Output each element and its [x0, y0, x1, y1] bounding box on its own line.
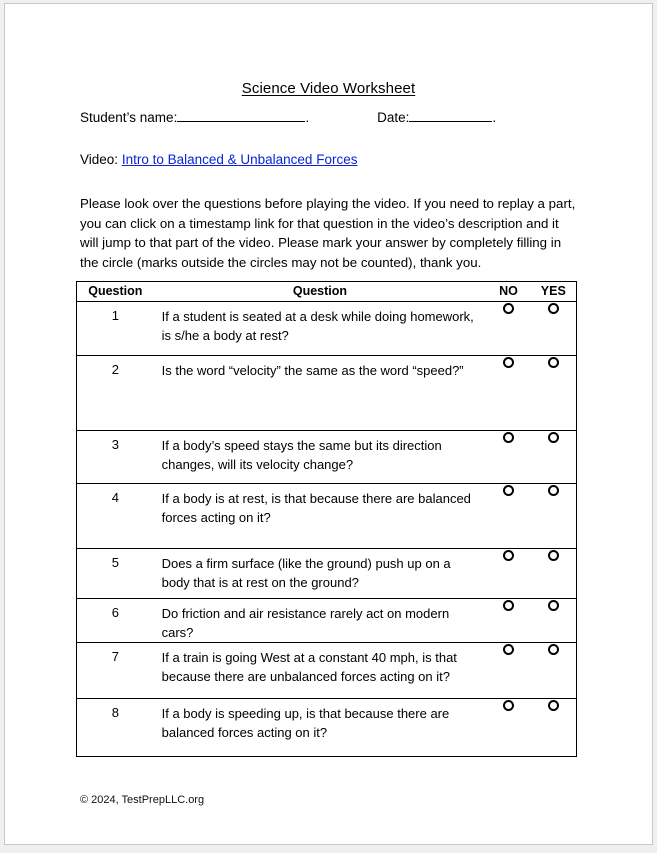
table-row	[77, 356, 577, 431]
video-label: Video:	[80, 152, 119, 167]
answer-yes-cell	[531, 484, 577, 549]
table-row	[77, 699, 577, 757]
answer-bubble-no[interactable]	[503, 700, 514, 711]
answer-bubble-no[interactable]	[503, 485, 514, 496]
question-number-cell	[77, 356, 154, 431]
answer-yes-cell	[531, 599, 577, 643]
student-name-input[interactable]	[177, 121, 305, 122]
table-row	[77, 549, 577, 599]
header-question-number: Question	[77, 282, 154, 302]
question-number: 5	[111, 555, 119, 571]
header-question-text: Question	[154, 282, 487, 302]
answer-yes-cell	[531, 431, 577, 484]
header-no: NO	[486, 282, 530, 302]
question-number-cell	[77, 302, 154, 356]
question-number: 3	[111, 437, 119, 453]
question-number: 8	[111, 705, 119, 721]
question-number: 7	[111, 649, 119, 665]
question-text: Do friction and air resistance rarely act on modern cars?	[161, 606, 450, 640]
answer-bubble-no[interactable]	[503, 600, 514, 611]
answer-bubble-yes[interactable]	[548, 600, 559, 611]
table-header-row	[77, 282, 577, 302]
question-text-cell	[154, 356, 487, 431]
answer-bubble-yes[interactable]	[548, 357, 559, 368]
answer-bubble-no[interactable]	[503, 357, 514, 368]
answer-no-cell	[486, 599, 530, 643]
copyright-footer: © 2024, TestPrepLLC.org	[80, 794, 205, 807]
name-date-row	[76, 110, 581, 125]
answer-bubble-yes[interactable]	[548, 644, 559, 655]
question-number-cell	[77, 599, 154, 643]
table-body	[77, 302, 577, 757]
questions-table	[76, 281, 577, 757]
video-row	[76, 152, 581, 167]
video-link[interactable]: Intro to Balanced & Unbalanced Forces	[121, 152, 358, 167]
question-text: If a body is at rest, is that because there are balanced forces acting on it?	[161, 491, 471, 525]
question-number-cell	[77, 431, 154, 484]
answer-bubble-no[interactable]	[503, 303, 514, 314]
date-input[interactable]	[409, 121, 492, 122]
answer-bubble-yes[interactable]	[548, 485, 559, 496]
question-text-cell	[154, 484, 487, 549]
answer-bubble-yes[interactable]	[548, 303, 559, 314]
answer-no-cell	[486, 302, 530, 356]
question-text-cell	[154, 599, 487, 643]
answer-no-cell	[486, 431, 530, 484]
answer-bubble-no[interactable]	[503, 432, 514, 443]
answer-no-cell	[486, 643, 530, 699]
question-text-cell	[154, 302, 487, 356]
answer-yes-cell	[531, 699, 577, 757]
question-number-cell	[77, 699, 154, 757]
question-number: 4	[111, 490, 119, 506]
question-text: If a body’s speed stays the same but its direction changes, will its velocity change?	[161, 438, 442, 472]
answer-yes-cell	[531, 643, 577, 699]
question-number-cell	[77, 643, 154, 699]
answer-bubble-no[interactable]	[503, 550, 514, 561]
question-number-cell	[77, 549, 154, 599]
date-label: Date:	[377, 110, 410, 125]
question-number: 1	[111, 308, 119, 324]
answer-bubble-yes[interactable]	[548, 700, 559, 711]
page-title-text: Science Video Worksheet	[241, 80, 416, 97]
answer-yes-cell	[531, 549, 577, 599]
answer-yes-cell	[531, 302, 577, 356]
table-row	[77, 484, 577, 549]
answer-no-cell	[486, 484, 530, 549]
question-text-cell	[154, 549, 487, 599]
answer-bubble-yes[interactable]	[548, 550, 559, 561]
question-text-cell	[154, 699, 487, 757]
date-period: .	[492, 110, 497, 125]
answer-bubble-no[interactable]	[503, 644, 514, 655]
question-text-cell	[154, 643, 487, 699]
answer-no-cell	[486, 699, 530, 757]
instructions-paragraph: Please look over the questions before playing the video. If you need to replay a part, you can click on a timestamp link for that question in the video’s description and it will jump to that part of the video. Please mark your answer by completely filling in the circle (marks outside the circles may not be counted), thank you.	[80, 196, 576, 270]
table-row	[77, 302, 577, 356]
question-text: Is the word “velocity” the same as the word “speed?”	[161, 363, 464, 379]
answer-yes-cell	[531, 356, 577, 431]
question-text: Does a firm surface (like the ground) push up on a body that is at rest on the ground?	[161, 556, 451, 590]
question-number-cell	[77, 484, 154, 549]
table-row	[77, 599, 577, 643]
question-text: If a train is going West at a constant 40 mph, is that because there are unbalanced forces acting on it?	[161, 650, 457, 684]
question-number: 2	[111, 362, 119, 378]
question-text: If a body is speeding up, is that because there are balanced forces acting on it?	[161, 706, 450, 740]
worksheet-page	[4, 3, 653, 845]
student-name-label: Student’s name:	[80, 110, 178, 125]
table-header	[77, 282, 577, 302]
question-text-cell	[154, 431, 487, 484]
table-row	[77, 431, 577, 484]
table-row	[77, 643, 577, 699]
answer-no-cell	[486, 356, 530, 431]
question-number: 6	[111, 605, 119, 621]
header-yes: YES	[531, 282, 577, 302]
answer-no-cell	[486, 549, 530, 599]
page-content	[76, 4, 581, 806]
student-name-period: .	[305, 110, 310, 125]
question-text: If a student is seated at a desk while doing homework, is s/he a body at rest?	[161, 309, 474, 343]
answer-bubble-yes[interactable]	[548, 432, 559, 443]
page-title	[76, 80, 581, 97]
